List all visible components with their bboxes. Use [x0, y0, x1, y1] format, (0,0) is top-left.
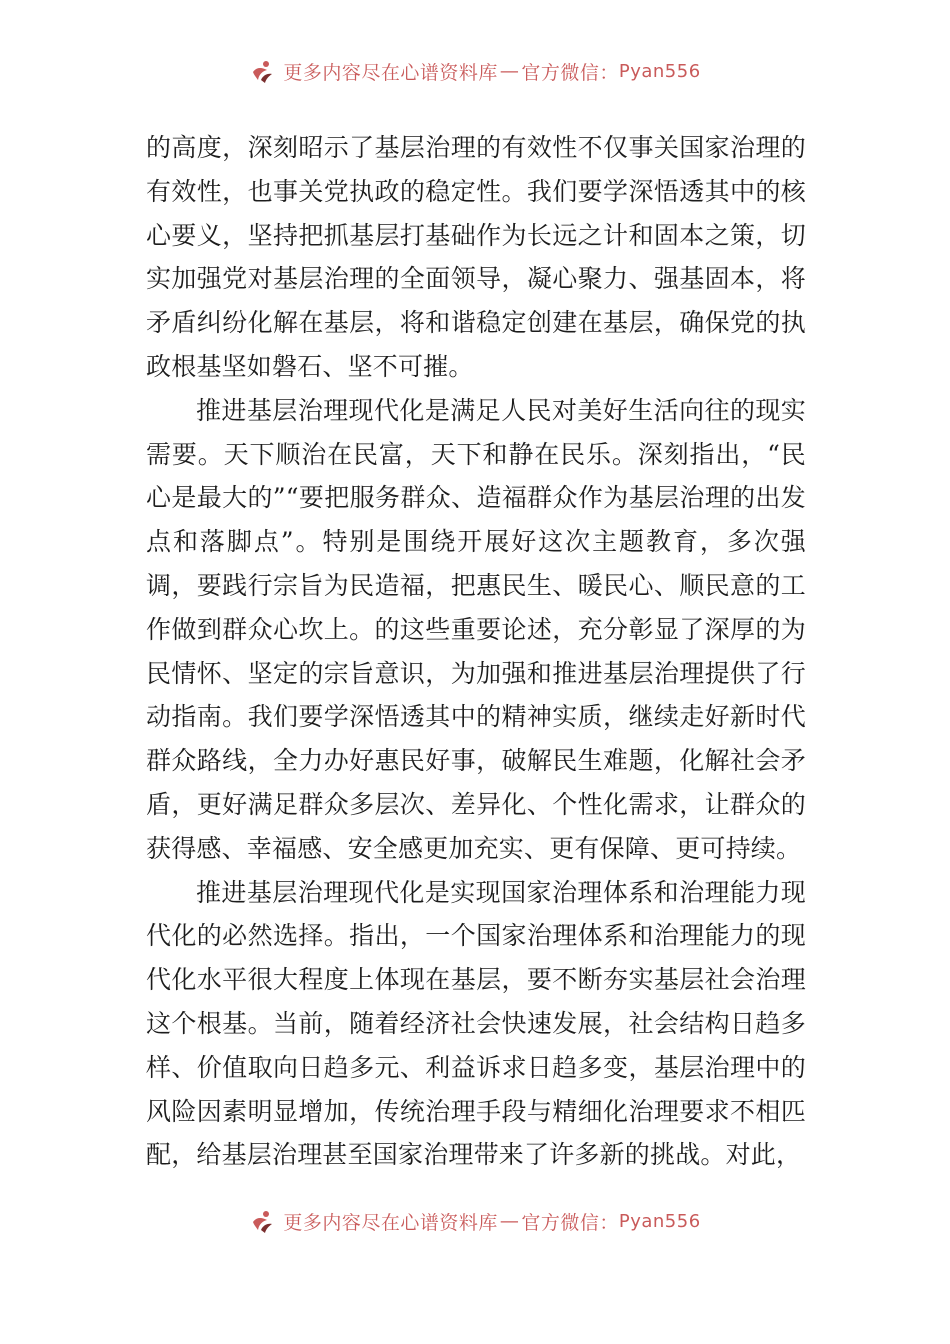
- header-wechat-id: Pyan556: [618, 60, 701, 82]
- document-body: [146, 126, 806, 1177]
- header-watermark: [0, 56, 950, 86]
- paragraph-3: 推进基层治理现代化是实现国家治理体系和治理能力现代化的必然选择。指出，一个国家治理体系和治理能力的现代化水平很大程度上体现在基层，要不断夯实基层社会治理这个根基。当前，随着经济社会快速发展，社会结构日趋多样、价值取向日趋多元、利益诉求日趋多变，基层治理中的风险因素明显增加，传统治理手段与精细化治理要求不相匹配，给基层治理甚至国家治理带来了许多新的挑战。对此，: [146, 877, 806, 1170]
- footer-site-text: 更多内容尽在心谱资料库: [283, 1211, 498, 1234]
- header-site-text: 更多内容尽在心谱资料库: [283, 61, 498, 84]
- header-wechat-label: 官方微信：: [521, 61, 619, 84]
- stylized-figure-logo-icon: [249, 58, 275, 84]
- footer-wechat-id: Pyan556: [618, 1210, 701, 1232]
- footer-separator: —: [499, 1210, 520, 1232]
- stylized-figure-logo-icon: [249, 1208, 275, 1234]
- footer-wechat-label: 官方微信：: [521, 1211, 619, 1234]
- footer-watermark: [0, 1206, 950, 1236]
- header-separator: —: [499, 60, 520, 82]
- paragraph-2: 推进基层治理现代化是满足人民对美好生活向往的现实需要。天下顺治在民富，天下和静在民乐。深刻指出，“民心是最大的”“要把服务群众、造福群众作为基层治理的出发点和落脚点”。特别是围绕开展好这次主题教育，多次强调，要践行宗旨为民造福，把惠民生、暖民心、顺民意的工作做到群众心坎上。的这些重要论述，充分彰显了深厚的为民情怀、坚定的宗旨意识，为加强和推进基层治理提供了行动指南。我们要学深悟透其中的精神实质，继续走好新时代群众路线，全力办好惠民好事，破解民生难题，化解社会矛盾，更好满足群众多层次、差异化、个性化需求，让群众的获得感、幸福感、安全感更加充实、更有保障、更可持续。: [146, 395, 806, 863]
- paragraph-1: 的高度，深刻昭示了基层治理的有效性不仅事关国家治理的有效性，也事关党执政的稳定性。我们要学深悟透其中的核心要义，坚持把抓基层打基础作为长远之计和固本之策，切实加强党对基层治理的全面领导，凝心聚力、强基固本，将矛盾纠纷化解在基层，将和谐稳定创建在基层，确保党的执政根基坚如磐石、坚不可摧。: [146, 133, 806, 381]
